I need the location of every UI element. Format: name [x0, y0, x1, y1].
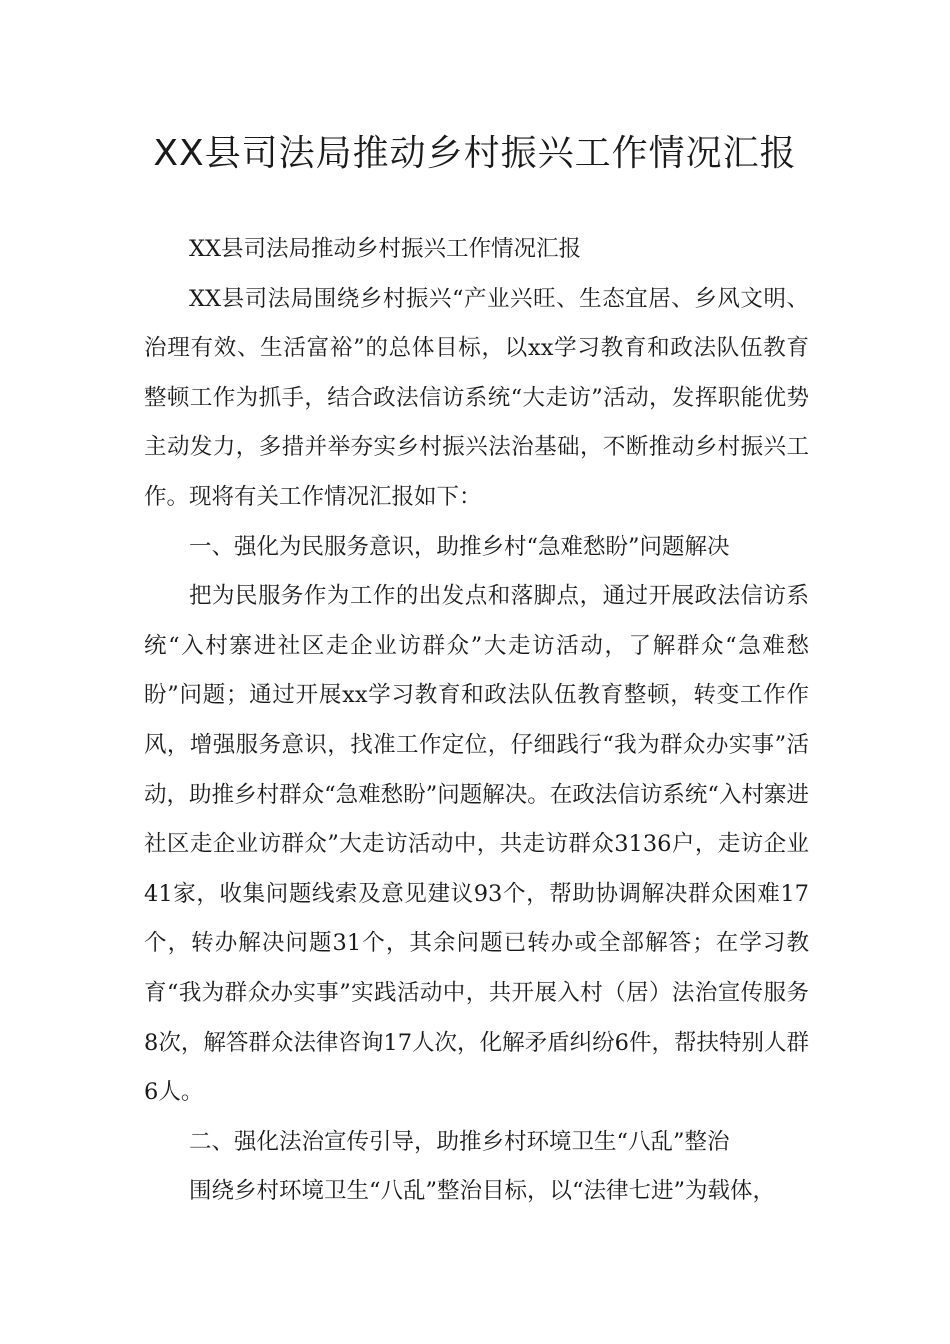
paragraph-intro: XX县司法局围绕乡村振兴“产业兴旺、生态宜居、乡风文明、治理有效、生活富裕”的总体目标，以xx学习教育和政法队伍教育整顿工作为抓手，结合政法信访系统“大走访”活动，发挥职能优势主动发力，多措并举夯实乡村振兴法治基础，不断推动乡村振兴工作。现将有关工作情况汇报如下： [144, 285, 809, 510]
paragraph-section-1: 把为民服务作为工作的出发点和落脚点，通过开展政法信访系统“入村寨进社区走企业访群众”大走访活动，了解群众“急难愁盼”问题；通过开展xx学习教育和政法队伍教育整顿，转变工作作风，增强服务意识，找准工作定位，仔细践行“我为群众办实事”活动，助推乡村群众“急难愁盼”问题解决。在政法信访系统“入村寨进社区走企业访群众”大走访活动中，共走访群众3136户，走访企业41家，收集问题线索及意见建议93个，帮助协调解决群众困难17个，转办解决问题31个，其余问题已转办或全部解答；在学习教育“我为群众办实事”实践活动中，共开展入村（居）法治宣传服务8次，解答群众法律咨询17人次，化解矛盾纠纷6件，帮扶特别人群6人。 [144, 583, 809, 1106]
document-body [144, 225, 809, 1217]
section-heading-2: 二、强化法治宣传引导，助推乡村环境卫生“八乱”整治 [189, 1128, 730, 1155]
section-heading-1: 一、强化为民服务意识，助推乡村“急难愁盼”问题解决 [189, 533, 730, 560]
paragraph-subtitle: XX县司法局推动乡村振兴工作情况汇报 [189, 236, 582, 262]
document-title: XX县司法局推动乡村振兴工作情况汇报 [153, 133, 797, 174]
paragraph-section-2: 围绕乡村环境卫生“八乱”整治目标，以“法律七进”为载体， [189, 1178, 776, 1205]
